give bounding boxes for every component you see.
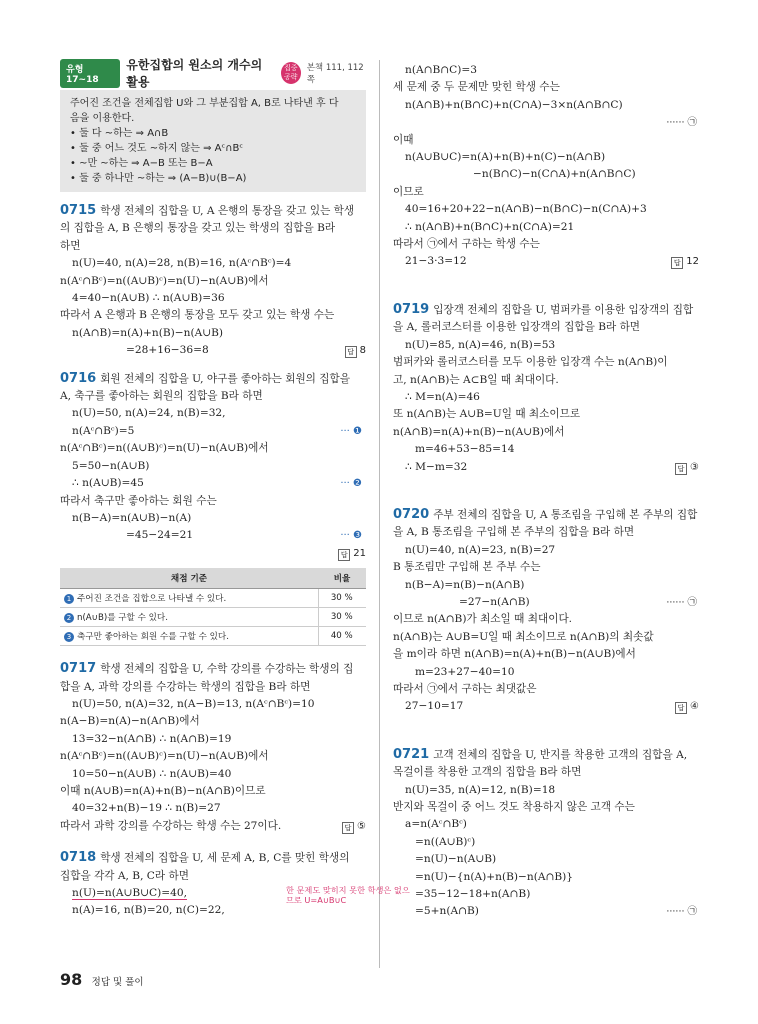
solution-line: 40=32+n(B)−19 ∴ n(B)=27 <box>72 802 221 815</box>
solution-line: ∴ M=n(A)=46 <box>405 390 480 403</box>
equation-tag: ······ ㉠ <box>666 906 697 918</box>
step-marker: ··· ❸ <box>340 530 362 542</box>
answer-value: 8 <box>359 345 366 357</box>
solution-line: 반지와 목걸이 중 어느 것도 착용하지 않은 고객 수는 <box>393 801 635 814</box>
criteria-ratio: 30 % <box>318 589 366 608</box>
answer-value: ④ <box>690 701 699 713</box>
solution-line: 5=50−n(A∪B) <box>72 459 150 472</box>
solution-line: 또 n(A∩B)는 A∪B=U일 때 최소이므로 <box>393 408 581 421</box>
problem-number: 0717 <box>60 661 97 677</box>
page-number: 98 <box>60 970 83 989</box>
equation-tag: ······ ㉠ <box>666 596 697 608</box>
column-divider <box>379 60 380 968</box>
solution-line: 집합을 각각 A, B, C라 하면 <box>60 869 189 882</box>
solution-line: 학생 전체의 집합을 U, A 은행의 통장을 갖고 있는 학생 <box>100 205 355 217</box>
solution-line: ∴ n(A∪B)=45 <box>72 477 144 490</box>
solution-line: 주부 전체의 집합을 U, A 통조림을 구입해 본 주부의 집합 <box>433 508 698 521</box>
problem-number: 0721 <box>393 746 430 762</box>
solution-line: 을 m이라 하면 n(A∩B)=n(A)+n(B)−n(A∪B)에서 <box>393 648 636 661</box>
solution-line: 21−3·3=12 <box>405 255 467 268</box>
criteria-number: 2 <box>64 613 74 623</box>
answer-value: ⑤ <box>357 820 366 832</box>
solution-line: n(A−B)=n(A)−n(A∩B)에서 <box>60 715 200 728</box>
solution-line: =n(U)−{n(A)+n(B)−n(A∩B)} <box>415 870 574 883</box>
solution-line: 따라서 A 은행과 B 은행의 통장을 모두 갖고 있는 학생 수는 <box>60 309 335 322</box>
problem-number: 0719 <box>393 301 430 317</box>
answer-icon: 답 <box>675 702 687 714</box>
solution-line: n(U)=85, n(A)=46, n(B)=53 <box>405 338 556 351</box>
solution-line: 을 A, B 통조림을 구입해 본 주부의 집합을 B라 하면 <box>393 526 635 539</box>
solution-line: A, 축구를 좋아하는 회원의 집합을 B라 하면 <box>60 390 263 403</box>
solution-line: 따라서 ㉠에서 구하는 학생 수는 <box>393 238 540 251</box>
solution-line: 범퍼카와 롤러코스터를 모두 이용한 입장객 수는 n(A∩B)이 <box>393 356 668 369</box>
solution-line: 합을 A, 과학 강의를 수강하는 학생의 집합을 B라 하면 <box>60 680 311 693</box>
step-marker: ··· ❷ <box>340 478 362 490</box>
solution-line: B 통조림만 구입해 본 주부 수는 <box>393 561 541 574</box>
criteria-ratio: 40 % <box>318 627 366 646</box>
answer-badge <box>342 818 366 835</box>
solution-line: n(A∩B)+n(B∩C)+n(C∩A)−3×n(A∩B∩C) <box>405 98 623 111</box>
solution-line: 따라서 과학 강의를 수강하는 학생 수는 27이다. <box>60 819 282 832</box>
solution-line: −n(B∩C)−n(C∩A)+n(A∩B∩C) <box>473 168 636 181</box>
topic-header <box>60 58 366 89</box>
ratio-header: 비율 <box>318 568 366 589</box>
problem-number: 0715 <box>60 203 97 218</box>
solution-line: m=46+53−85=14 <box>415 443 515 456</box>
step-marker: ··· ❶ <box>340 425 362 437</box>
answer-badge <box>675 459 699 476</box>
problem-0718 <box>60 849 410 920</box>
summary-line: • ~만 ~하는 ⇒ A−B 또는 B−A <box>70 158 213 169</box>
answer-value: 21 <box>353 547 366 559</box>
summary-line: 음을 이용한다. <box>70 113 135 124</box>
answer-value: 12 <box>686 256 699 268</box>
criteria-row <box>60 608 366 627</box>
problem-number: 0718 <box>60 850 97 866</box>
solution-line: =n((A∪B)ᶜ) <box>415 835 476 848</box>
answer-badge <box>675 698 699 715</box>
problem-0715 <box>60 202 366 360</box>
solution-line: n(U)=n(A∪B∪C)=40, <box>72 887 188 899</box>
solution-line: 고, n(A∩B)는 A⊂B일 때 최대이다. <box>393 373 559 386</box>
criteria-number: 1 <box>64 594 74 604</box>
solution-line: n(Aᶜ∩Bᶜ)=n((A∪B)ᶜ)=n(U)−n(A∪B)에서 <box>60 750 269 763</box>
solution-line: ∴ n(A∩B)+n(B∩C)+n(C∩A)=21 <box>405 220 575 233</box>
solution-line: 따라서 축구만 좋아하는 회원 수는 <box>60 494 217 507</box>
solution-line: n(A∩B∩C)=3 <box>405 64 477 76</box>
answer-icon: 답 <box>345 346 357 358</box>
solution-line: m=23+27−40=10 <box>415 665 515 678</box>
answer-icon: 답 <box>338 549 350 561</box>
criteria-header: 채점 기준 <box>60 568 318 589</box>
equation-tag: ······ ㉠ <box>666 117 697 129</box>
solution-line: =28+16−36=8 <box>126 344 209 357</box>
solution-line: n(B−A)=n(B)−n(A∩B) <box>405 578 525 591</box>
problem-number: 0720 <box>393 506 430 522</box>
answer-value: ③ <box>690 461 699 473</box>
summary-line: 주어진 조건을 전체집합 U와 그 부분집합 A, B로 나타낸 후 다 <box>70 98 339 109</box>
right-column <box>393 62 699 921</box>
solution-line: n(A∩B)=n(A)+n(B)−n(A∪B) <box>72 326 224 339</box>
solution-line: n(B−A)=n(A∪B)−n(A) <box>72 511 192 524</box>
solution-line: 이므로 <box>393 185 424 198</box>
solution-line: 을 A, 롤러코스터를 이용한 입장객의 집합을 B라 하면 <box>393 321 641 334</box>
problem-0721 <box>393 746 699 921</box>
solution-line: 목걸이를 착용한 고객의 집합을 B라 하면 <box>393 766 582 779</box>
solution-line: 의 집합을 A, B 은행의 통장을 갖고 있는 학생의 집합을 B라 <box>60 222 336 235</box>
solution-line: =n(U)−n(A∪B) <box>415 853 497 866</box>
solution-line: 입장객 전체의 집합을 U, 범퍼카를 이용한 입장객의 집합 <box>433 303 694 316</box>
solution-line: 이때 <box>393 133 414 146</box>
solution-line: 13=32−n(A∩B) ∴ n(A∩B)=19 <box>72 732 232 745</box>
solution-line: 세 문제 중 두 문제만 맞힌 학생 수는 <box>393 81 560 94</box>
solution-line: 40=16+20+22−n(A∩B)−n(B∩C)−n(C∩A)+3 <box>405 203 647 216</box>
solution-line: =27−n(A∩B) <box>459 595 530 608</box>
footer-title: 정답 및 풀이 <box>91 977 144 988</box>
grading-criteria-table <box>60 568 366 646</box>
solution-line: n(U)=35, n(A)=12, n(B)=18 <box>405 783 556 796</box>
note-line: 므로 U=A∪B∪C <box>286 895 347 905</box>
solution-line: n(Aᶜ∩Bᶜ)=n((A∪B)ᶜ)=n(U)−n(A∪B)에서 <box>60 274 269 287</box>
problem-0718-continued <box>393 62 699 271</box>
topic-reference: 본책 111, 112쪽 <box>306 63 364 85</box>
criteria-text: 주어진 조건을 집합으로 나타낼 수 있다. <box>77 594 227 605</box>
solution-line: 이므로 n(A∩B)가 최소일 때 최대이다. <box>393 613 573 626</box>
problem-0719 <box>393 301 699 476</box>
solution-line: a=n(Aᶜ∩Bᶜ) <box>405 818 467 831</box>
criteria-text: 축구만 좋아하는 회원 수를 구할 수 있다. <box>77 632 229 643</box>
solution-line: 27−10=17 <box>405 700 464 713</box>
topic-badge: 집중공략 <box>281 62 301 84</box>
answer-badge <box>671 253 699 270</box>
solution-line: n(U)=40, n(A)=23, n(B)=27 <box>405 543 556 556</box>
solution-line: ∴ M−m=32 <box>405 460 468 473</box>
solution-line: n(A∪B∪C)=n(A)+n(B)+n(C)−n(A∩B) <box>405 151 606 164</box>
problem-0716 <box>60 370 366 646</box>
summary-box <box>60 90 366 192</box>
answer-icon: 답 <box>671 257 683 269</box>
criteria-number: 3 <box>64 632 74 642</box>
solution-line: 하면 <box>60 239 81 252</box>
solution-line: 고객 전체의 집합을 U, 반지를 착용한 고객의 집합을 A, <box>433 748 688 761</box>
solution-line: =45−24=21 <box>126 529 194 542</box>
solution-line: 이때 n(A∪B)=n(A)+n(B)−n(A∩B)이므로 <box>60 784 266 797</box>
solution-line: 4=40−n(A∪B) ∴ n(A∪B)=36 <box>72 292 225 305</box>
problem-0720 <box>393 506 699 716</box>
answer-badge <box>345 342 366 359</box>
answer-badge <box>338 545 366 562</box>
solution-line: n(A∩B)=n(A)+n(B)−n(A∪B)에서 <box>393 425 565 438</box>
summary-line: • 둘 중 어느 것도 ~하지 않는 ⇒ Aᶜ∩Bᶜ <box>70 143 244 154</box>
topic-title: 유한집합의 원소의 개수의 활용 <box>126 58 263 89</box>
solution-line: 학생 전체의 집합을 U, 수학 강의를 수강하는 학생의 집 <box>100 663 354 676</box>
summary-line: • 둘 중 하나만 ~하는 ⇒ (A−B)∪(B−A) <box>70 173 247 184</box>
solution-line: 따라서 ㉠에서 구하는 최댓값은 <box>393 683 537 695</box>
solution-line: 10=50−n(A∪B) ∴ n(A∪B)=40 <box>72 767 232 780</box>
problem-0717 <box>60 660 366 835</box>
solution-line: 회원 전체의 집합을 U, 야구를 좋아하는 회원의 집합을 <box>100 372 350 385</box>
answer-icon: 답 <box>675 463 687 475</box>
solution-line: =5+n(A∩B) <box>415 905 479 918</box>
solution-line: n(Aᶜ∩Bᶜ)=5 <box>72 424 135 437</box>
solution-line: n(A)=16, n(B)=20, n(C)=22, <box>72 904 225 917</box>
summary-line: • 둘 다 ~하는 ⇒ A∩B <box>70 128 169 139</box>
solution-line: 학생 전체의 집합을 U, 세 문제 A, B, C를 맞힌 학생의 <box>100 852 350 865</box>
criteria-row <box>60 627 366 646</box>
page-footer <box>60 970 144 989</box>
note-line: 한 문제도 맞히지 못한 학생은 없으 <box>286 885 410 895</box>
solution-line: n(U)=40, n(A)=28, n(B)=16, n(Aᶜ∩Bᶜ)=4 <box>72 257 292 270</box>
solution-line: n(Aᶜ∩Bᶜ)=n((A∪B)ᶜ)=n(U)−n(A∪B)에서 <box>60 442 269 455</box>
solution-line: n(A∩B)는 A∪B=U일 때 최소이므로 n(A∩B)의 최솟값 <box>393 630 654 643</box>
problem-number: 0716 <box>60 370 97 386</box>
solution-line: =35−12−18+n(A∩B) <box>415 888 531 901</box>
solution-line: n(U)=50, n(A)=24, n(B)=32, <box>72 407 226 420</box>
answer-icon: 답 <box>342 822 354 834</box>
criteria-row <box>60 589 366 608</box>
criteria-text: n(A∪B)를 구할 수 있다. <box>77 613 168 624</box>
topic-tag: 유형 17~18 <box>60 59 120 88</box>
criteria-ratio: 30 % <box>318 608 366 627</box>
left-column <box>60 58 410 920</box>
solution-line: n(U)=50, n(A)=32, n(A−B)=13, n(Aᶜ∩Bᶜ)=10 <box>72 697 315 710</box>
